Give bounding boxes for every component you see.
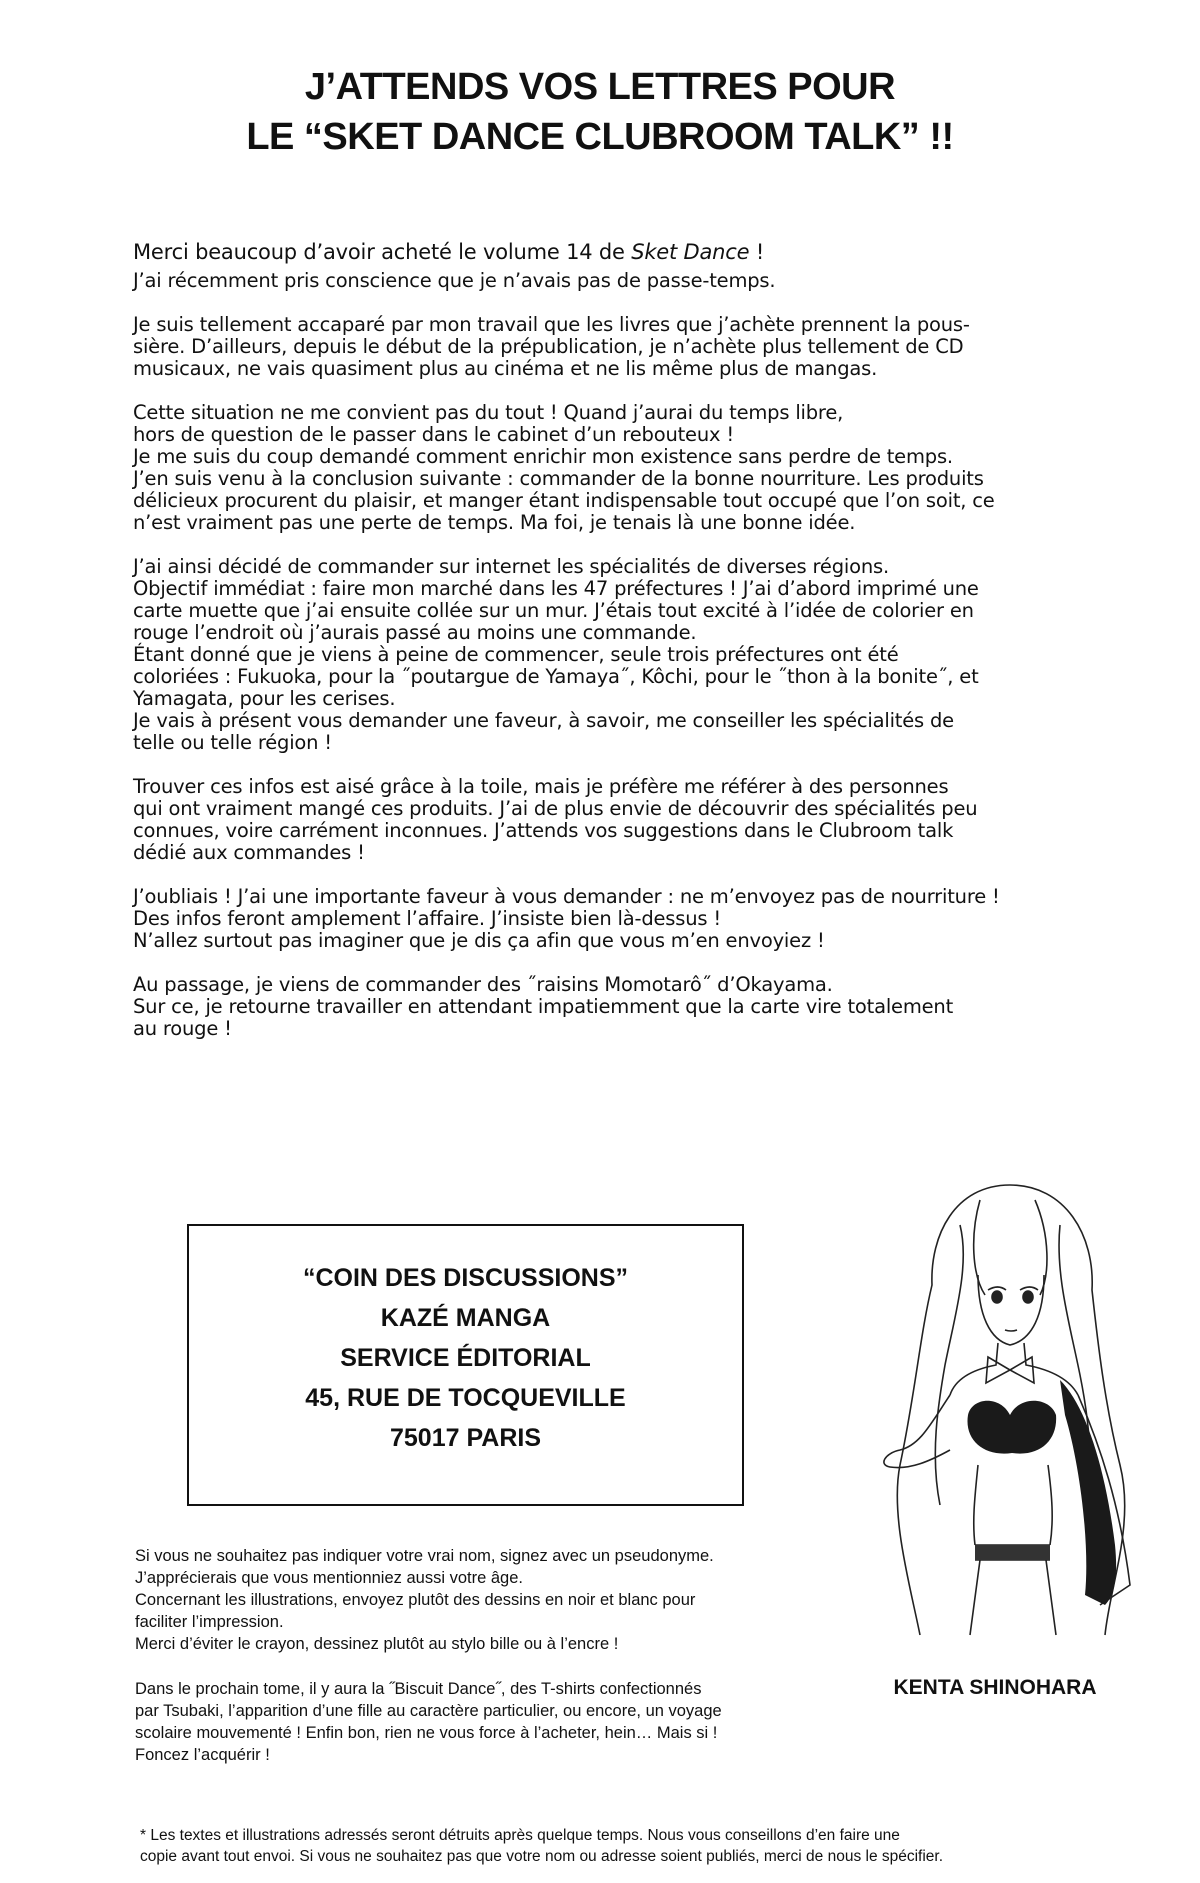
paragraph-line: Je suis tellement accaparé par mon travail que les livres que j’achète prennent la pous- — [133, 313, 970, 336]
paragraph-line: J’ai récemment pris conscience que je n’avais pas de passe-temps. — [133, 269, 776, 292]
paragraph-line: Trouver ces infos est aisé grâce à la toile, mais je préfère me référer à des personnes — [133, 775, 949, 798]
paragraph-line: Cette situation ne me convient pas du tout ! Quand j’aurai du temps libre, — [133, 401, 844, 424]
address-line: “COIN DES DISCUSSIONS” — [302, 1264, 629, 1292]
footnote-line: * Les textes et illustrations adressés seront détruits après quelque temps. Nous vous conseillons d’en faire une — [140, 1827, 900, 1844]
paragraph-line: sière. D’ailleurs, depuis le début de la prépublication, je n’achète plus tellement de CD — [133, 335, 964, 358]
message-paragraph — [133, 402, 1073, 534]
paragraph-line: musicaux, ne vais quasiment plus au cinéma et ne lis même plus de mangas. — [133, 357, 878, 380]
preview-line: Foncez l’acquérir ! — [135, 1746, 270, 1764]
page-title — [0, 62, 1200, 162]
paragraph-line: J’oubliais ! J’ai une importante faveur à vous demander : ne m’envoyez pas de nourriture ! — [133, 885, 1000, 908]
paragraph-line: telle ou telle région ! — [133, 731, 332, 754]
next-volume-preview — [135, 1678, 855, 1766]
note-line: faciliter l’impression. — [135, 1613, 284, 1631]
preview-line: Dans le prochain tome, il y aura la ˝Biscuit Dance˝, des T-shirts confectionnés — [135, 1680, 702, 1698]
paragraph-line: Sur ce, je retourne travailler en attendant impatiemment que la carte vire totalement — [133, 995, 954, 1018]
message-paragraphs — [133, 270, 1073, 1040]
paragraph-line: délicieux procurent du plaisir, et manger étant indispensable tout occupé que l’on soit, ce — [133, 489, 995, 512]
address-line: SERVICE ÉDITORIAL — [340, 1344, 591, 1372]
message-paragraph — [133, 314, 1073, 380]
paragraph-line: Yamagata, pour les cerises. — [133, 687, 396, 710]
address-line: 75017 PARIS — [389, 1424, 541, 1452]
intro-end: ! — [749, 240, 765, 264]
paragraph-line: coloriées : Fukuoka, pour la ˝poutargue de Yamaya˝, Kôchi, pour le ˝thon à la bonite˝, et — [133, 665, 979, 688]
message-paragraph — [133, 974, 1073, 1040]
mailing-address-box — [187, 1224, 744, 1506]
paragraph-line: Au passage, je viens de commander des ˝raisins Momotarô˝ d’Okayama. — [133, 973, 833, 996]
paragraph-line: au rouge ! — [133, 1017, 232, 1040]
title-line-1: J’ATTENDS VOS LETTRES POUR — [304, 66, 896, 108]
note-line: Si vous ne souhaitez pas indiquer votre vrai nom, signez avec un pseudonyme. — [135, 1547, 714, 1565]
paragraph-line: Des infos feront amplement l’affaire. J’insiste bien là-dessus ! — [133, 907, 721, 930]
author-message — [133, 238, 1073, 1062]
note-line: J’apprécierais que vous mentionniez aussi votre âge. — [135, 1569, 523, 1587]
submission-notes — [135, 1545, 855, 1655]
paragraph-line: N’allez surtout pas imaginer que je dis ça afin que vous m’en envoyiez ! — [133, 929, 825, 952]
paragraph-line: J’ai ainsi décidé de commander sur internet les spécialités de diverses régions. — [133, 555, 889, 578]
message-paragraph — [133, 776, 1073, 864]
paragraph-line: qui ont vraiment mangé ces produits. J’ai de plus envie de découvrir des spécialités peu — [133, 797, 978, 820]
title-line-2: LE “SKET DANCE CLUBROOM TALK” !! — [246, 116, 954, 158]
message-paragraph — [133, 886, 1073, 952]
message-paragraph — [133, 556, 1073, 754]
address-line: 45, RUE DE TOCQUEVILLE — [305, 1384, 626, 1412]
author-name: KENTA SHINOHARA — [893, 1676, 1097, 1699]
paragraph-line: rouge l’endroit où j’aurais passé au moins une commande. — [133, 621, 697, 644]
footnote — [140, 1825, 1080, 1867]
intro-line — [133, 238, 1073, 266]
paragraph-line: connues, voire carrément inconnues. J’attends vos suggestions dans le Clubroom talk — [133, 819, 954, 842]
note-line: Merci d’éviter le crayon, dessinez plutôt au stylo bille ou à l’encre ! — [135, 1635, 619, 1653]
note-line: Concernant les illustrations, envoyez plutôt des dessins en noir et blanc pour — [135, 1591, 696, 1609]
footnote-line: copie avant tout envoi. Si vous ne souhaitez pas que votre nom ou adresse soient publiés, merci de nous le spécifier. — [140, 1848, 944, 1865]
paragraph-line: n’est vraiment pas une perte de temps. Ma foi, je tenais là une bonne idée. — [133, 511, 856, 534]
address-line: KAZÉ MANGA — [380, 1304, 551, 1332]
manga-girl-illustration — [860, 1165, 1160, 1650]
paragraph-line: dédié aux commandes ! — [133, 841, 365, 864]
message-paragraph — [133, 270, 1073, 292]
intro-text: Merci beaucoup d’avoir acheté le volume 14 de — [133, 240, 632, 264]
paragraph-line: Objectif immédiat : faire mon marché dans les 47 préfectures ! J’ai d’abord imprimé une — [133, 577, 979, 600]
series-name: Sket Dance — [631, 240, 750, 264]
paragraph-line: J’en suis venu à la conclusion suivante : commander de la bonne nourriture. Les produits — [133, 467, 984, 490]
paragraph-line: carte muette que j’ai ensuite collée sur un mur. J’étais tout excité à l’idée de colorier en — [133, 599, 974, 622]
preview-line: scolaire mouvementé ! Enfin bon, rien ne vous force à l’acheter, hein… Mais si ! — [135, 1724, 718, 1742]
paragraph-line: Je vais à présent vous demander une faveur, à savoir, me conseiller les spécialités de — [133, 709, 954, 732]
paragraph-line: Étant donné que je viens à peine de commencer, seule trois préfectures ont été — [133, 643, 899, 666]
paragraph-line: Je me suis du coup demandé comment enrichir mon existence sans perdre de temps. — [133, 445, 953, 468]
paragraph-line: hors de question de le passer dans le cabinet d’un rebouteux ! — [133, 423, 734, 446]
preview-line: par Tsubaki, l’apparition d’une fille au caractère particulier, ou encore, un voyage — [135, 1702, 722, 1720]
